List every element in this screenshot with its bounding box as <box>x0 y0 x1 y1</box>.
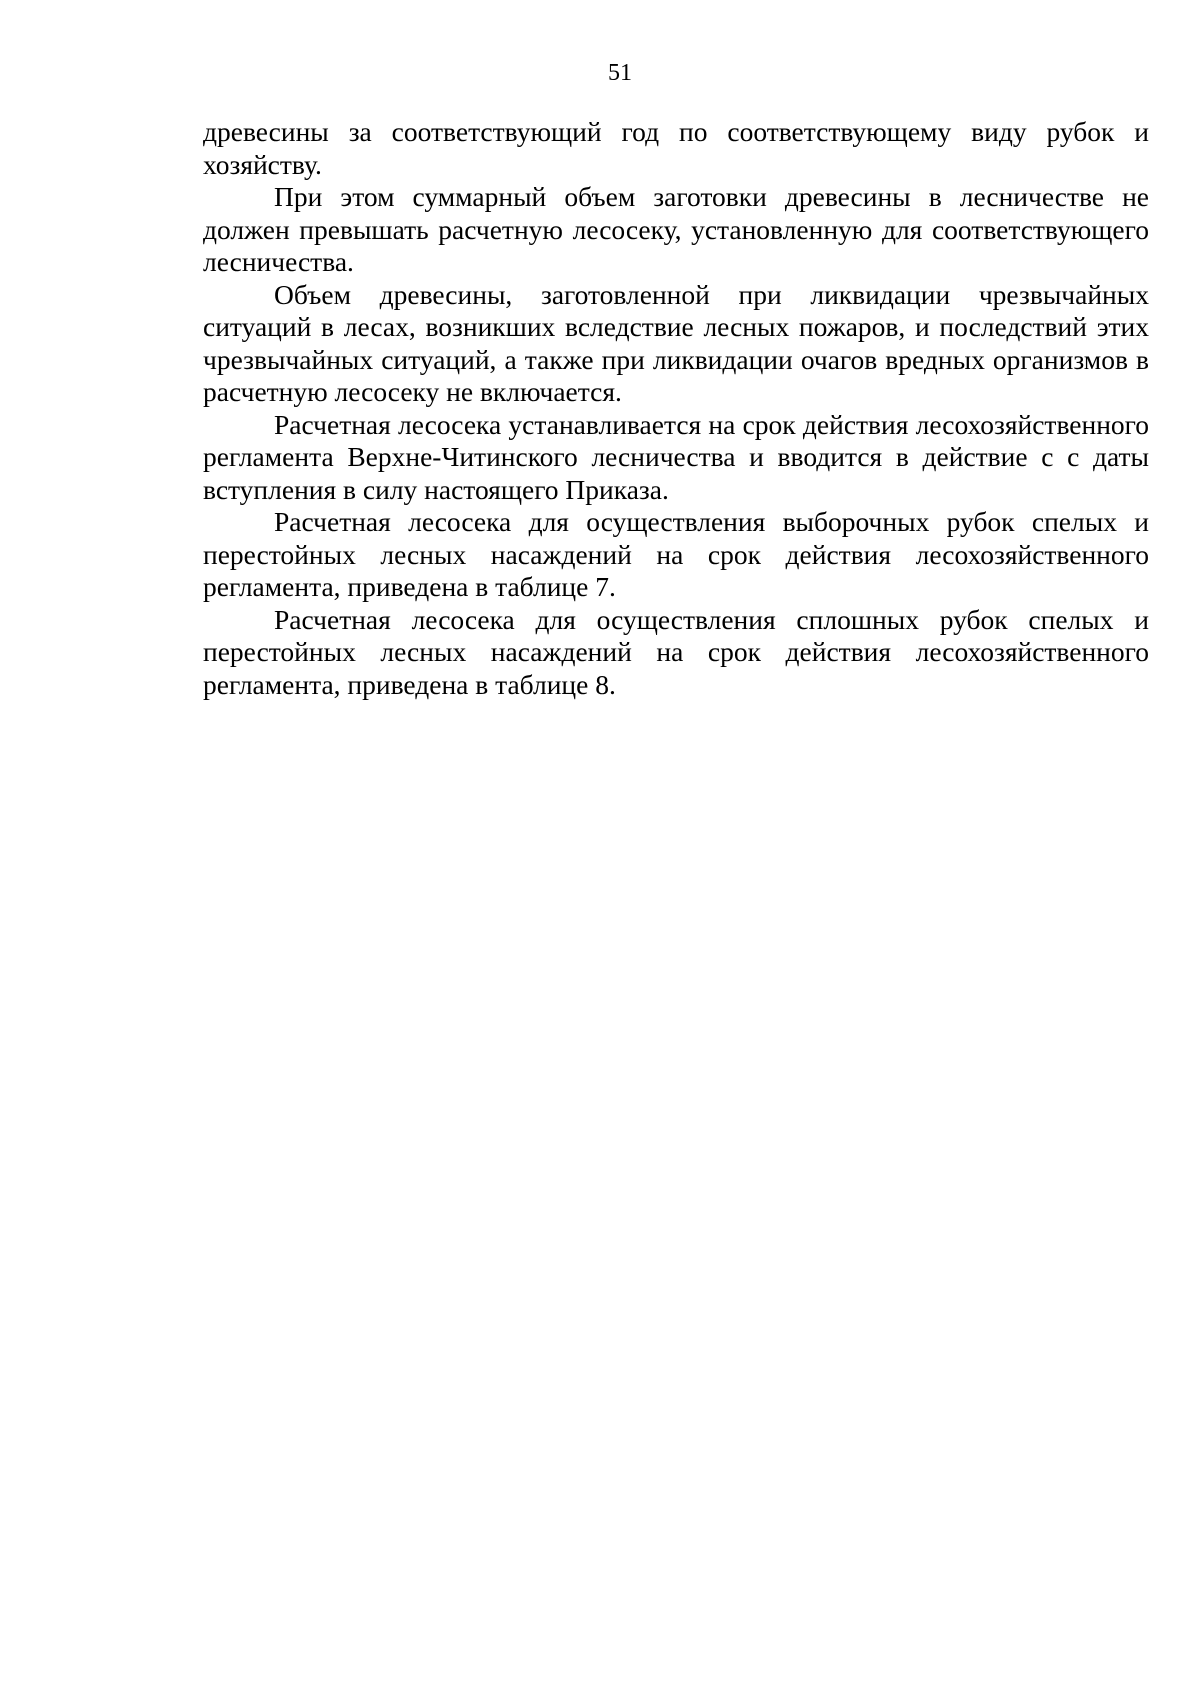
paragraph-clear-cutting-table-ref: Расчетная лесосека для осуществления сплошных рубок спелых и перестойных лесных насаждений на срок действия лесохозяйственного регламента, приведена в таблице 8. <box>203 603 1149 700</box>
paragraph-emergency-exclusion: Объем древесины, заготовленной при ликвидации чрезвычайных ситуаций в лесах, возникших вследствие лесных пожаров, и последствий этих чрезвычайных ситуаций, а также при ликвидации очагов вредных организмов в расчетную лесосеку не включается. <box>203 278 1149 407</box>
page-number: 51 <box>608 60 632 86</box>
document-body <box>203 116 1149 701</box>
paragraph-selective-cutting-table-ref: Расчетная лесосека для осуществления выборочных рубок спелых и перестойных лесных насаждений на срок действия лесохозяйственного регламента, приведена в таблице 7. <box>203 506 1149 602</box>
paragraph-continuation: древесины за соответствующий год по соответствующему виду рубок и хозяйству. <box>203 116 1149 180</box>
paragraph-total-volume-limit: При этом суммарный объем заготовки древесины в лесничестве не должен превышать расчетную лесосеку, установленную для соответствующего лесничества. <box>203 181 1149 277</box>
paragraph-allowable-cut-term: Расчетная лесосека устанавливается на срок действия лесохозяйственного регламента Верхне-Читинского лесничества и вводится в действие с с даты вступления в силу настоящего Приказа. <box>203 408 1149 505</box>
